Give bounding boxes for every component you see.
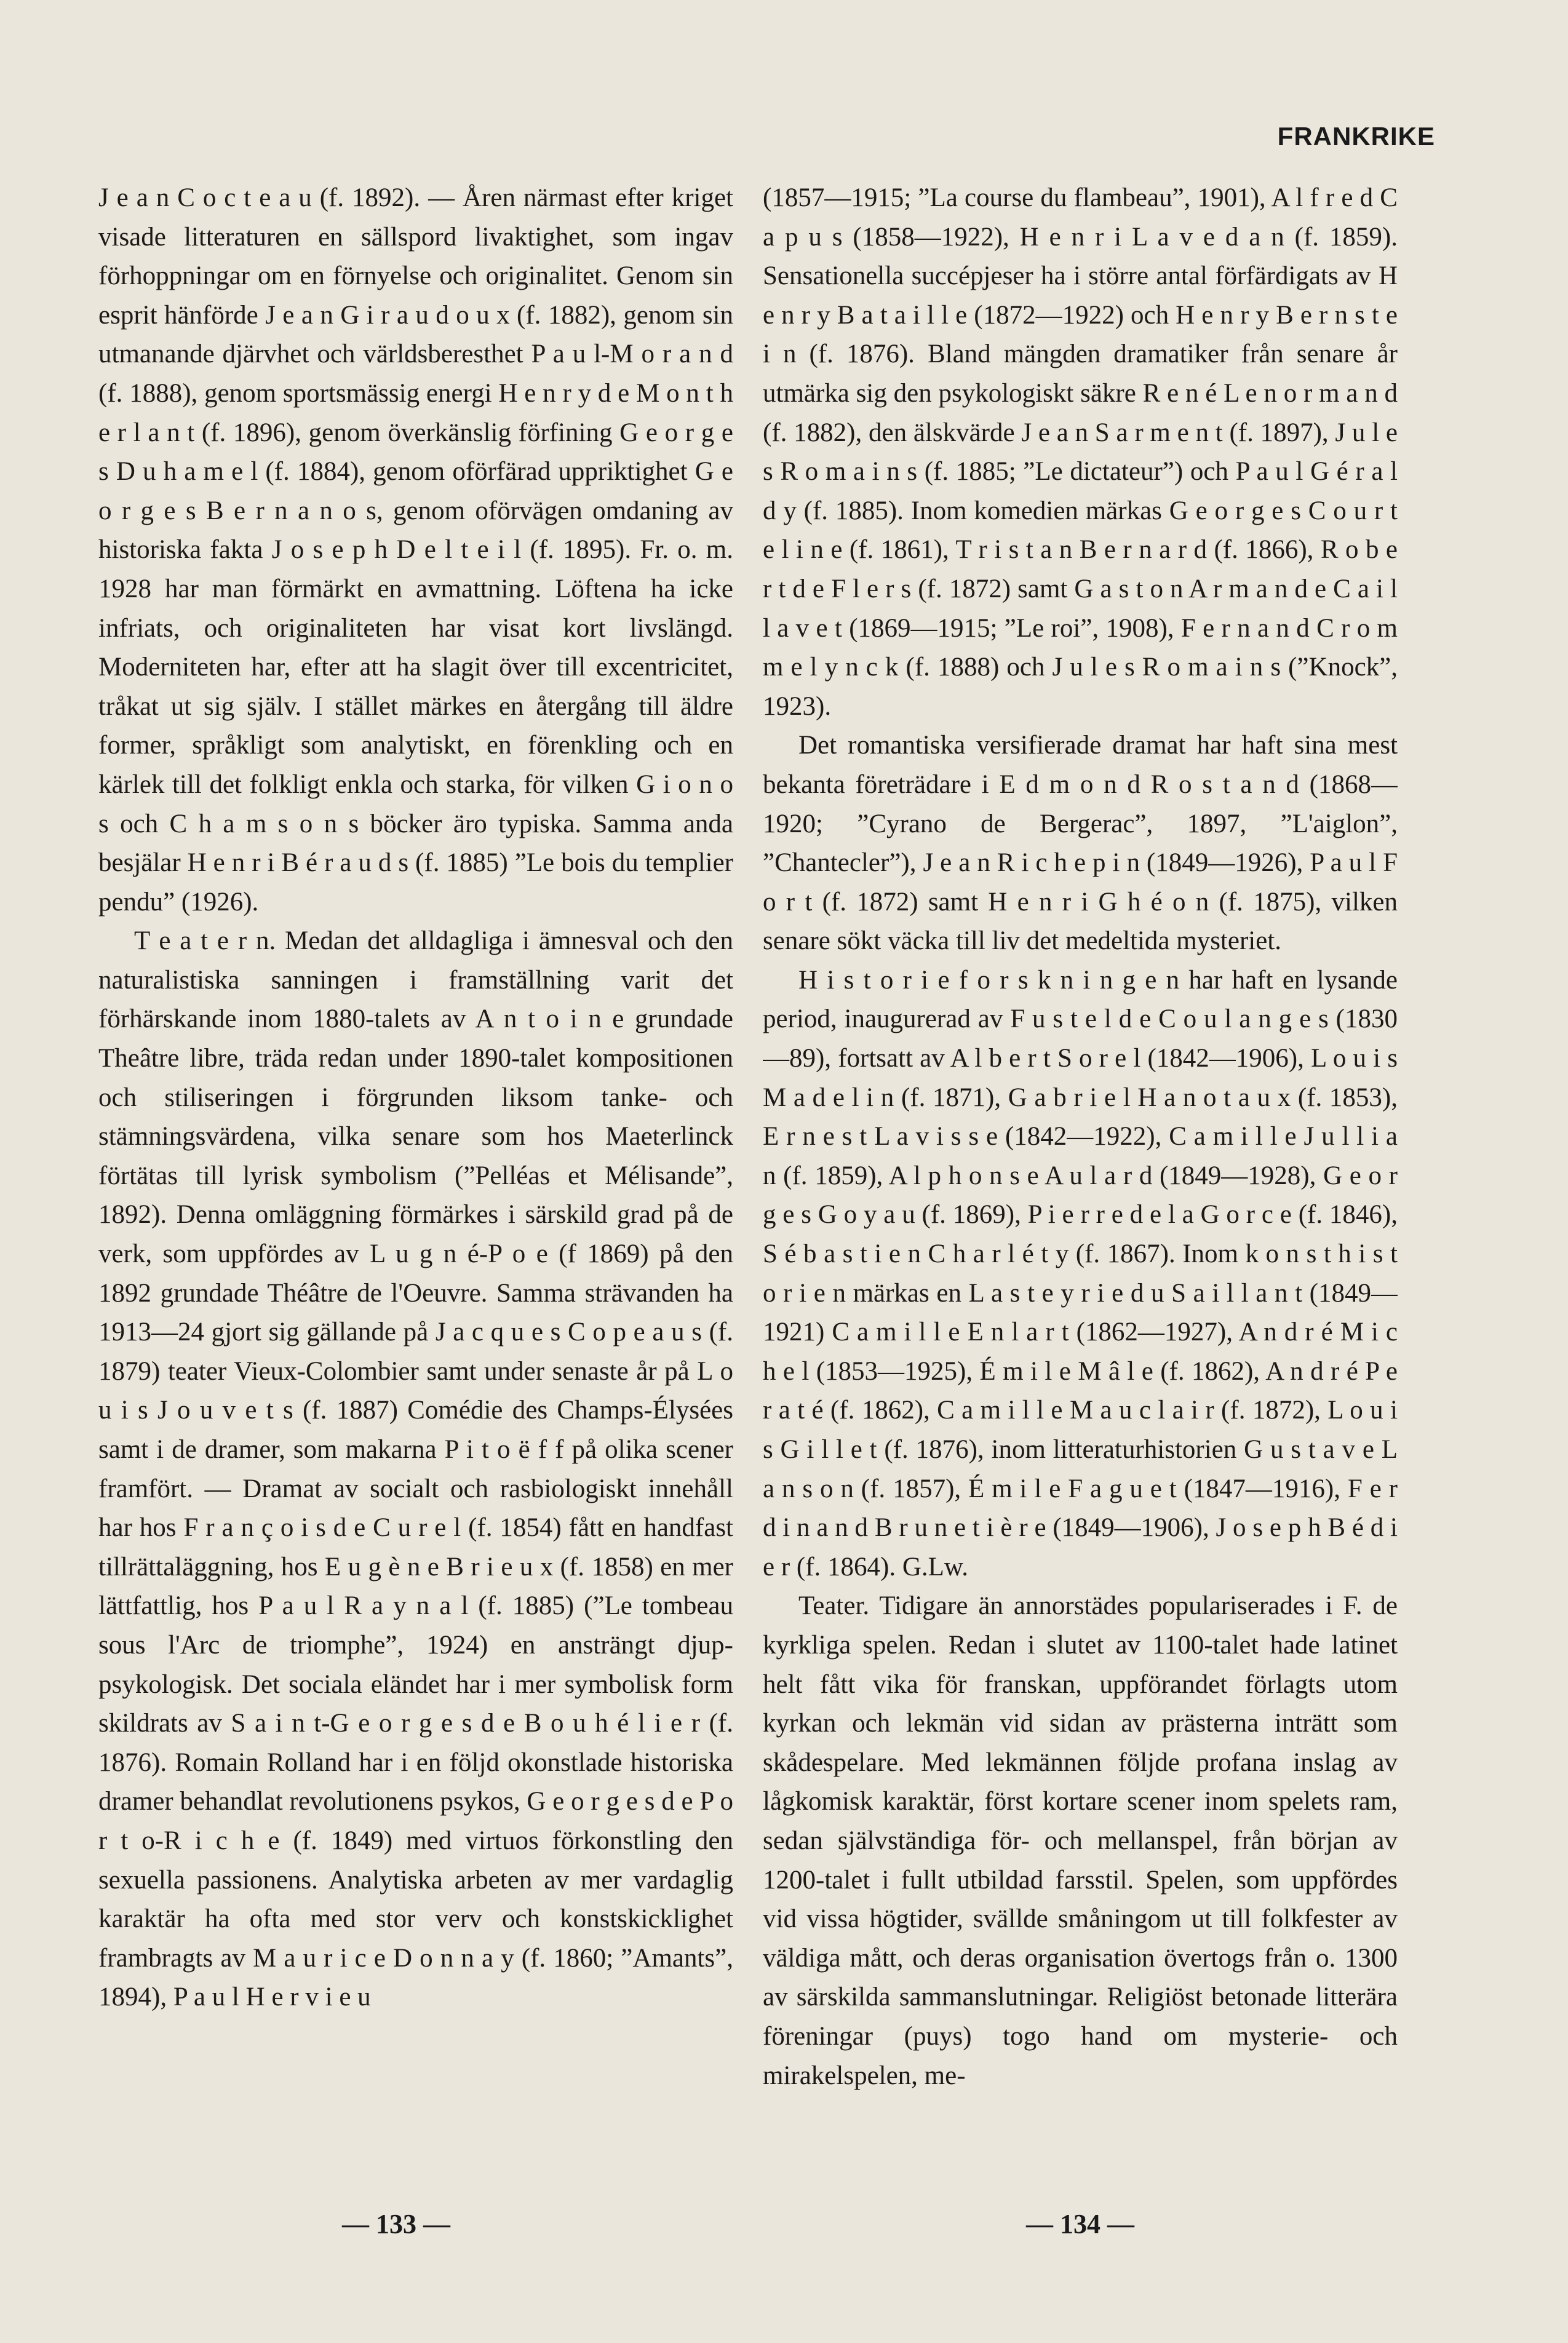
page-number-left: — 133 — <box>342 2209 450 2239</box>
right-paragraph-4: Teater. Tidigare än annorstädes populariserades i F. de kyrkliga spelen. Redan i slutet av 1100-talet hade latinet helt fått vika för franskan, uppförandet förlagts utom kyrkan och lekmän vid sidan av prästerna inträtt som skådespelare. Med lekmännen följde profana inslag av lågkomisk karaktär, först kortare scener inom spelets ram, sedan självständiga för- och mellanspel, från början av 1200-talet i fullt utbildad farsstil. Spelen, som uppfördes vid vissa högtider, svällde småningom ut till folkfester av väldiga mått, och deras organisation övertogs från o. 1300 av särskilda sammanslutningar. Religiöst betonade litterära föreningar (puys) togo hand om mysterie- och mirakelspelen, me- <box>763 1591 1398 2090</box>
page-number-right: — 134 — <box>1026 2209 1134 2239</box>
right-column <box>763 178 1398 2165</box>
right-paragraph-3: H i s t o r i e f o r s k n i n g e n har haft en lysande period, inaugurerad av F u s t e l d e C o u l a n g e s (1830—89), fortsatt av A l b e r t S o r e l (1842—1906), L o u i s M a d e l i n (f. 1871), G a b r i e l H a n o t a u x (f. 1853), E r n e s t L a v i s s e (1842—1922), C a m i l l e J u l l i a n (f. 1859), A l p h o n s e A u l a r d (1849—1928), G e o r g e s G o y a u (f. 1869), P i e r r e d e l a G o r c e (f. 1846), S é b a s t i e n C h a r l é t y (f. 1867). Inom k o n s t h i s t o r i e n märkas en L a s t e y r i e d u S a i l l a n t (1849—1921) C a m i l l e E n l a r t (1862—1927), A n d r é M i c h e l (1853—1925), É m i l e M â l e (f. 1862), A n d r é P e r a t é (f. 1862), C a m i l l e M a u c l a i r (f. 1872), L o u i s G i l l e t (f. 1876), inom litteraturhistorien G u s t a v e L a n s o n (f. 1857), É m i l e F a g u e t (1847—1916), F e r d i n a n d B r u n e t i è r e (1849—1906), J o s e p h B é d i e r (f. 1864). G.Lw. <box>763 965 1398 1581</box>
right-paragraph-1: (1857—1915; ”La course du flambeau”, 1901), A l f r e d C a p u s (1858—1922), H e n r i L a v e d a n (f. 1859). Sensationella succépjeser ha i större antal förfärdigats av H e n r y B a t a i l l e (1872—1922) och H e n r y B e r n s t e i n (f. 1876). Bland mängden dramatiker från senare år utmärka sig den psykologiskt säkre R e n é L e n o r m a n d (f. 1882), den älskvärde J e a n S a r m e n t (f. 1897), J u l e s R o m a i n s (f. 1885; ”Le dictateur”) och P a u l G é r a l d y (f. 1885). Inom komedien märkas G e o r g e s C o u r t e l i n e (f. 1861), T r i s t a n B e r n a r d (f. 1866), R o b e r t d e F l e r s (f. 1872) samt G a s t o n A r m a n d e C a i l l a v e t (1869—1915; ”Le roi”, 1908), F e r n a n d C r o m m e l y n c k (f. 1888) och J u l e s R o m a i n s (”Knock”, 1923). <box>763 183 1398 721</box>
left-paragraph-2: T e a t e r n. Medan det alldagliga i ämnesval och den naturalistiska sanningen i framställning varit det förhärskande inom 1880-talets av A n t o i n e grundade Theâtre libre, träda redan under 1890-talet kompositionen och stiliseringen i förgrunden liksom tanke- och stämningsvärdena, vilka senare som hos Maeterlinck förtätas till lyrisk symbolism (”Pelléas et Mélisande”, 1892). Denna omläggning förmärkes i särskild grad på de verk, som uppfördes av L u g n é-P o e (f 1869) på den 1892 grundade Théâtre de l'Oeuvre. Samma strävanden ha 1913—24 gjort sig gällande på J a c q u e s C o p e a u s (f. 1879) teater Vieux-Colombier samt under senaste år på L o u i s J o u v e t s (f. 1887) Comédie des Champs-Élysées samt i de dramer, som makarna P i t o ë f f på olika scener framfört. — Dramat av socialt och rasbiologiskt innehåll har hos F r a n ç o i s d e C u r e l (f. 1854) fått en handfast tillrättaläggning, hos E u g è n e B r i e u x (f. 1858) en mer lättfattlig, hos P a u l R a y n a l (f. 1885) (”Le tombeau sous l'Arc de triomphe”, 1924) en ansträngt djup-psykologisk. Det sociala eländet har i mer symbolisk form skildrats av S a i n t-G e o r g e s d e B o u h é l i e r (f. 1876). Romain Rolland har i en följd okonstlade historiska dramer behandlat revolutionens psykos, G e o r g e s d e P o r t o-R i c h e (f. 1849) med virtuos förkonstling den sexuella passionens. Analytiska arbeten av mer vardaglig karaktär ha ofta med stor verv och konstskicklighet frambragts av M a u r i c e D o n n a y (f. 1860; ”Amants”, 1894), P a u l H e r v i e u <box>98 926 733 2012</box>
left-paragraph-1: J e a n C o c t e a u (f. 1892). — Åren närmast efter kriget visade litteraturen en sällspord livaktighet, som ingav förhoppningar om en förnyelse och originalitet. Genom sin esprit hänförde J e a n G i r a u d o u x (f. 1882), genom sin utmanande djärvhet och världsberesthet P a u l-M o r a n d (f. 1888), genom sportsmässig energi H e n r y d e M o n t h e r l a n t (f. 1896), genom överkänslig förfining G e o r g e s D u h a m e l (f. 1884), genom oförfärad uppriktighet G e o r g e s B e r n a n o s, genom oförvägen omdaning av historiska fakta J o s e p h D e l t e i l (f. 1895). Fr. o. m. 1928 har man förmärkt en avmattning. Löftena ha icke infriats, och originaliteten har visat kort livslängd. Moderniteten har, efter att ha slagit över till excentricitet, tråkat ut sig själv. I stället märkes en återgång till äldre former, språkligt som analytiskt, en förenkling och en kärlek till det folkligt enkla och starka, för vilken G i o n o s och C h a m s o n s böcker äro typiska. Samma anda besjälar H e n r i B é r a u d s (f. 1885) ”Le bois du templier pendu” (1926). <box>98 183 733 917</box>
running-header: FRANKRIKE <box>1277 122 1435 151</box>
right-paragraph-2: Det romantiska versifierade dramat har haft sina mest bekanta företrädare i E d m o n d R o s t a n d (1868—1920; ”Cyrano de Bergerac”, 1897, ”L'aiglon”, ”Chantecler”), J e a n R i c h e p i n (1849—1926), P a u l F o r t (f. 1872) samt H e n r i G h é o n (f. 1875), vilken senare sökt väcka till liv det medeltida mysteriet. <box>763 731 1398 956</box>
left-column <box>98 178 733 2165</box>
